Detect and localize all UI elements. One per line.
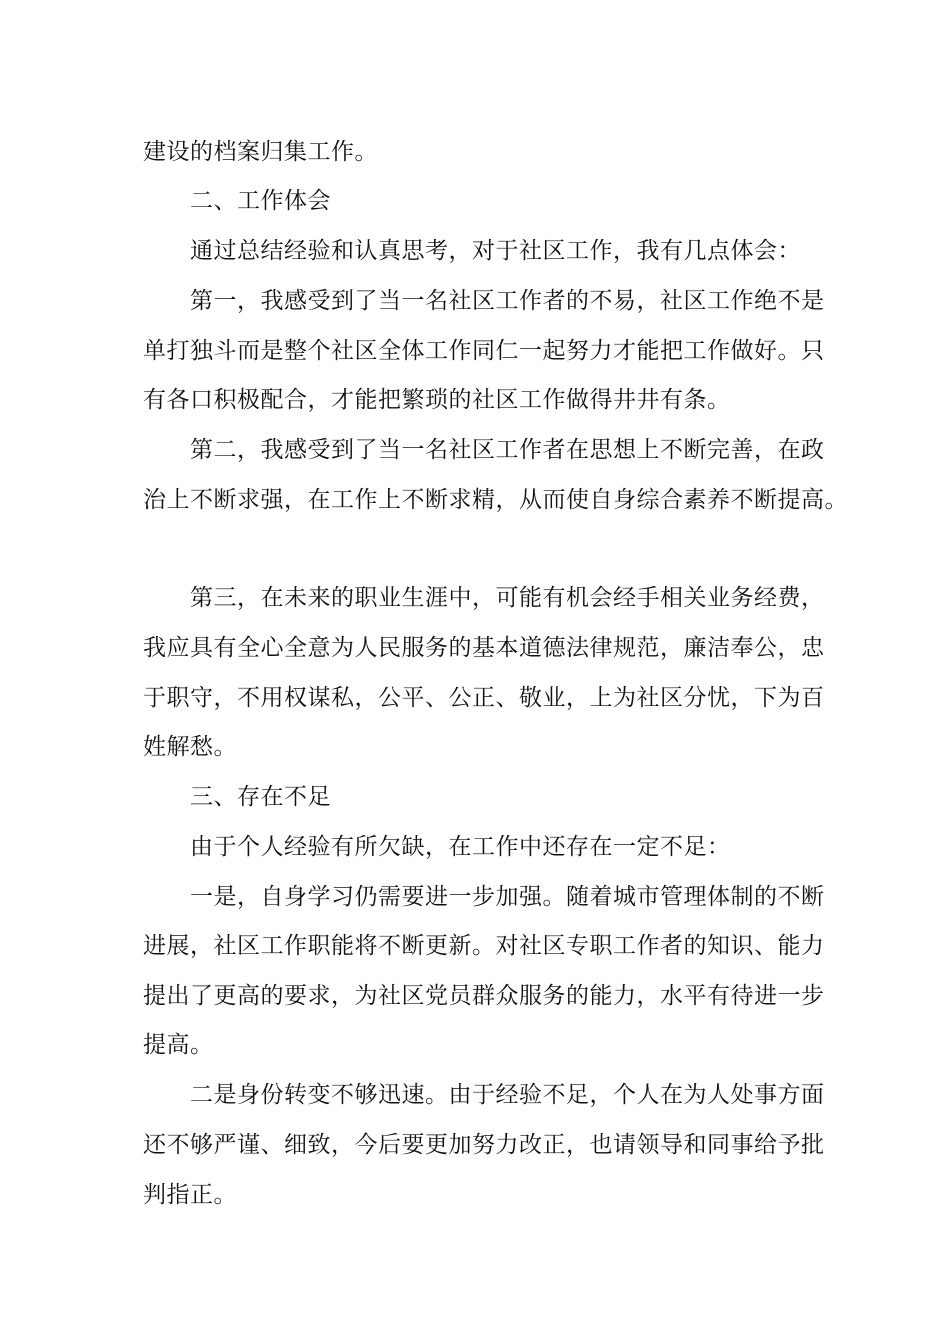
section-heading: 三、存在不足 <box>190 784 331 810</box>
text-line: 提高。 <box>143 1032 214 1058</box>
text-line: 单打独斗而是整个社区全体工作同仁一起努力才能把工作做好。只 <box>143 338 825 364</box>
text-line: 第二，我感受到了当一名社区工作者在思想上不断完善，在政 <box>190 437 825 463</box>
section-heading: 二、工作体会 <box>190 188 331 214</box>
text-line: 于职守，不用权谋私，公平、公正、敬业，上为社区分忧，下为百 <box>143 685 825 711</box>
text-line: 第三，在未来的职业生涯中，可能有机会经手相关业务经费， <box>190 585 825 611</box>
text-line: 还不够严谨、细致，今后要更加努力改正，也请领导和同事给予批 <box>143 1132 825 1158</box>
text-line: 建设的档案归集工作。 <box>143 139 378 165</box>
text-line: 进展，社区工作职能将不断更新。对社区专职工作者的知识、能力 <box>143 933 825 959</box>
text-line: 我应具有全心全意为人民服务的基本道德法律规范，廉洁奉公，忠 <box>143 635 825 661</box>
text-line: 治上不断求强，在工作上不断求精，从而使自身综合素养不断提高。 <box>143 487 848 513</box>
text-line: 提出了更高的要求，为社区党员群众服务的能力，水平有待进一步 <box>143 983 825 1009</box>
text-line: 有各口积极配合，才能把繁琐的社区工作做得井井有条。 <box>143 387 731 413</box>
text-line: 二是身份转变不够迅速。由于经验不足，个人在为人处事方面 <box>190 1082 825 1108</box>
text-line: 姓解愁。 <box>143 734 237 760</box>
text-line: 判指正。 <box>143 1182 237 1208</box>
text-line: 第一，我感受到了当一名社区工作者的不易，社区工作绝不是 <box>190 288 825 314</box>
text-line: 一是，自身学习仍需要进一步加强。随着城市管理体制的不断 <box>190 884 825 910</box>
text-line: 由于个人经验有所欠缺，在工作中还存在一定不足： <box>190 834 731 860</box>
text-line: 通过总结经验和认真思考，对于社区工作，我有几点体会： <box>190 238 801 264</box>
